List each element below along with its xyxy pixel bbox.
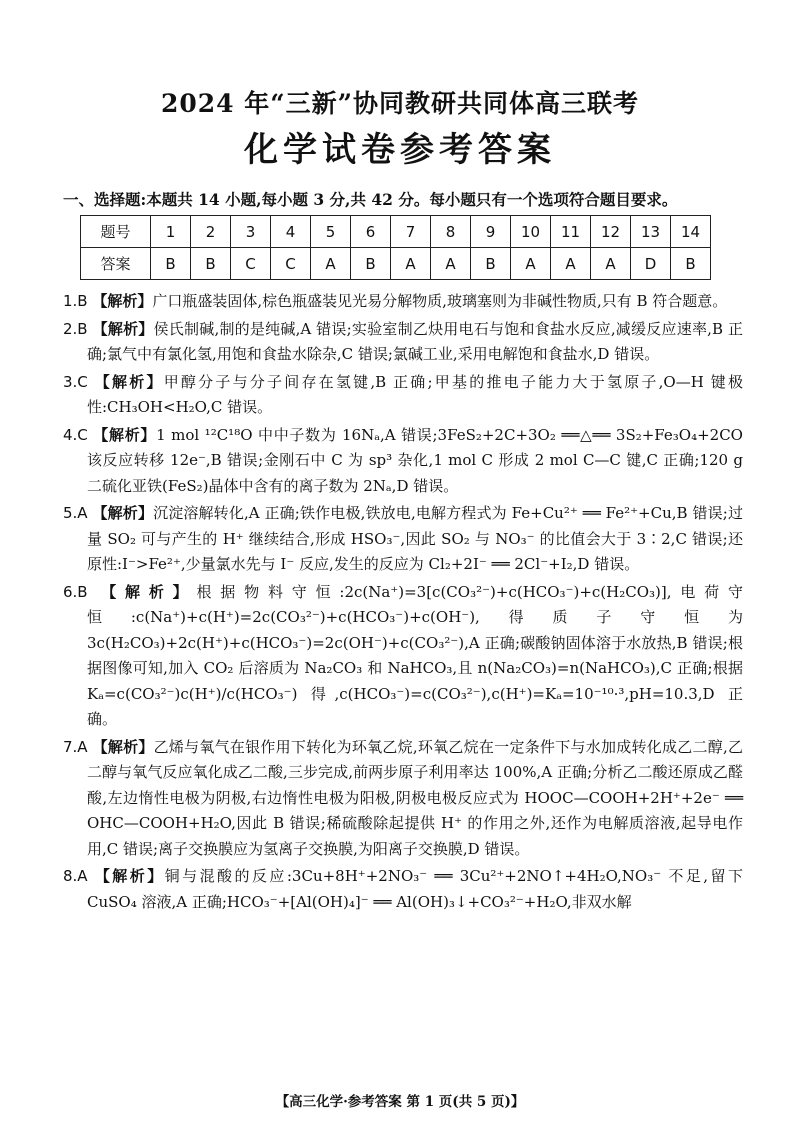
explanation-item [63,501,743,578]
answer-cell: B [351,248,391,280]
explanation-number: 7.A [63,737,88,756]
document-title: 化学试卷参考答案 [244,130,556,170]
answer-cell: B [471,248,511,280]
explanation-item [63,317,743,368]
question-number-row [81,216,711,248]
explanation-item [63,735,743,863]
answer-cell: D [631,248,671,280]
explanation-text: 甲醇分子与分子间存在氢键,B 正确;甲基的推电子能力大于氢原子,O—H 键极性:CH₃OH<H₂O,C 错误。 [87,372,743,416]
question-number-cell: 13 [631,216,671,248]
question-number-cell: 8 [431,216,471,248]
answer-cell: B [671,248,711,280]
answer-cell: C [271,248,311,280]
explanation-number: 4.C [63,425,88,444]
explanation-tag: 【解析】 [92,504,154,522]
question-number-cell: 11 [551,216,591,248]
explanation-text: 根据物料守恒:2c(Na⁺)=3[c(CO₃²⁻)+c(HCO₃⁻)+c(H₂CO₃)],电荷守恒:c(Na⁺)+c(H⁺)=2c(CO₃²⁻)+c(HCO₃⁻)+c(OH⁻),得质子守恒为 3c(H₂CO₃)+2c(H⁺)+c(HCO₃⁻)=2c(OH⁻)+c(CO₃²⁻),A 正确;碳酸钠固体溶于水放热,B 错误;根据图像可知,加入 CO₂ 后溶质为 Na₂CO₃ 和 NaHCO₃,且 n(Na₂CO₃)=n(NaHCO₃),C 正确;根据 Kₐ=c(CO₃²⁻)c(H⁺)/c(HCO₃⁻) 得,c(HCO₃⁻)=c(CO₃²⁻),c(H⁺)=Kₐ=10⁻¹⁰·³,pH=10.3,D 正确。 [87,582,743,728]
question-number-cell: 5 [311,216,351,248]
answer-cell: A [591,248,631,280]
answer-table [80,215,711,280]
explanation-text: 铜与混酸的反应:3Cu+8H⁺+2NO₃⁻ ══ 3Cu²⁺+2NO↑+4H₂O,NO₃⁻ 不足,留下 CuSO₄ 溶液,A 正确;HCO₃⁻+[Al(OH)₄]⁻ ══ Al(OH)₃↓+CO₃²⁻+H₂O,非双水解 [87,867,743,911]
question-number-cell: 4 [271,216,311,248]
explanation-number: 3.C [63,372,88,391]
answer-cell: C [231,248,271,280]
explanation-tag: 【解析】 [92,319,154,338]
explanation-tag: 【解析】 [93,425,157,444]
question-number-cell: 1 [151,216,191,248]
question-number-cell: 2 [191,216,231,248]
explanation-number: 5.A [63,504,88,522]
explanation-item [63,423,743,500]
explanation-tag: 【解析】 [94,867,165,885]
explanation-item [63,580,743,733]
answer-cell: A [391,248,431,280]
answer-cell: B [151,248,191,280]
explanation-item [63,289,743,315]
row-label-answer: 答案 [81,248,151,280]
answer-cell: A [431,248,471,280]
explanation-text: 乙烯与氧气在银作用下转化为环氧乙烷,环氧乙烷在一定条件下与水加成转化成乙二醇,乙二醇与氧气反应氧化成乙二酸,三步完成,前两步原子利用率达 100%,A 正确;分析乙二酸还原成乙醛酸,左边惰性电极为阴极,右边惰性电极为阳极,阴极电极反应式为 HOOC—COOH+2H⁺+2e⁻ ══ OHC—COOH+H₂O,因此 B 错误;稀硫酸除起提供 H⁺ 的作用之外,还作为电解质溶液,起导电作用,C 错误;离子交换膜应为氢离子交换膜,为阳离子交换膜,D 错误。 [87,737,743,858]
explanation-text: 沉淀溶解转化,A 正确;铁作电极,铁放电,电解方程式为 Fe+Cu²⁺ ══ Fe²⁺+Cu,B 错误;过量 SO₂ 可与产生的 H⁺ 继续结合,形成 HSO₃⁻,因此 SO₂ 与 NO₃⁻ 的比值会大于 3∶2,C 错误;还原性:I⁻>Fe²⁺,少量氯水先与 I⁻ 反应,发生的反应为 Cl₂+2I⁻ ══ 2Cl⁻+I₂,D 错误。 [87,504,743,573]
explanation-number: 2.B [63,319,88,338]
explanation-number: 6.B [63,582,88,601]
explanation-text: 1 mol ¹²C¹⁸O 中中子数为 16Nₐ,A 错误;3FeS₂+2C+3O₂ ══△══ 3S₂+Fe₃O₄+2CO 该反应转移 12e⁻,B 错误;金刚石中 C 为 sp³ 杂化,1 mol C 形成 2 mol C—C 键,C 正确;120 g 二硫化亚铁(FeS₂)晶体中含有的离子数为 2Nₐ,D 错误。 [87,425,743,495]
question-number-cell: 3 [231,216,271,248]
explanation-text: 侯氏制碱,制的是纯碱,A 错误;实验室制乙炔用电石与饱和食盐水反应,减缓反应速率,B 正确;氯气中有氯化氢,用饱和食盐水除杂,C 错误;氯碱工业,采用电解饱和食盐水,D 错误。 [87,319,743,363]
explanation-number: 8.A [63,867,88,885]
answer-cell: B [191,248,231,280]
answer-cell: A [311,248,351,280]
question-number-cell: 7 [391,216,431,248]
explanation-item [63,864,743,915]
explanation-item [63,370,743,421]
answer-cell: A [511,248,551,280]
question-number-cell: 14 [671,216,711,248]
section-heading: 一、选择题:本题共 14 小题,每小题 3 分,共 42 分。每小题只有一个选项符合题目要求。 [63,190,678,209]
question-number-cell: 9 [471,216,511,248]
page-footer: 【高三化学·参考答案 第 1 页(共 5 页)】 [275,1094,525,1110]
explanation-tag: 【解析】 [101,582,197,601]
row-label-question-number: 题号 [81,216,151,248]
explanations-list [63,289,743,917]
explanation-tag: 【解析】 [94,372,164,391]
explanation-number: 1.B [63,292,88,310]
answer-cell: A [551,248,591,280]
explanation-tag: 【解析】 [92,292,153,310]
question-number-cell: 10 [511,216,551,248]
exam-title: 2024 年“三新”协同教研共同体高三联考 [160,89,640,118]
explanation-tag: 【解析】 [92,737,154,756]
question-number-cell: 6 [351,216,391,248]
explanation-text: 广口瓶盛装固体,棕色瓶盛装见光易分解物质,玻璃塞则为非碱性物质,只有 B 符合题意。 [152,292,728,310]
answer-row [81,248,711,280]
question-number-cell: 12 [591,216,631,248]
